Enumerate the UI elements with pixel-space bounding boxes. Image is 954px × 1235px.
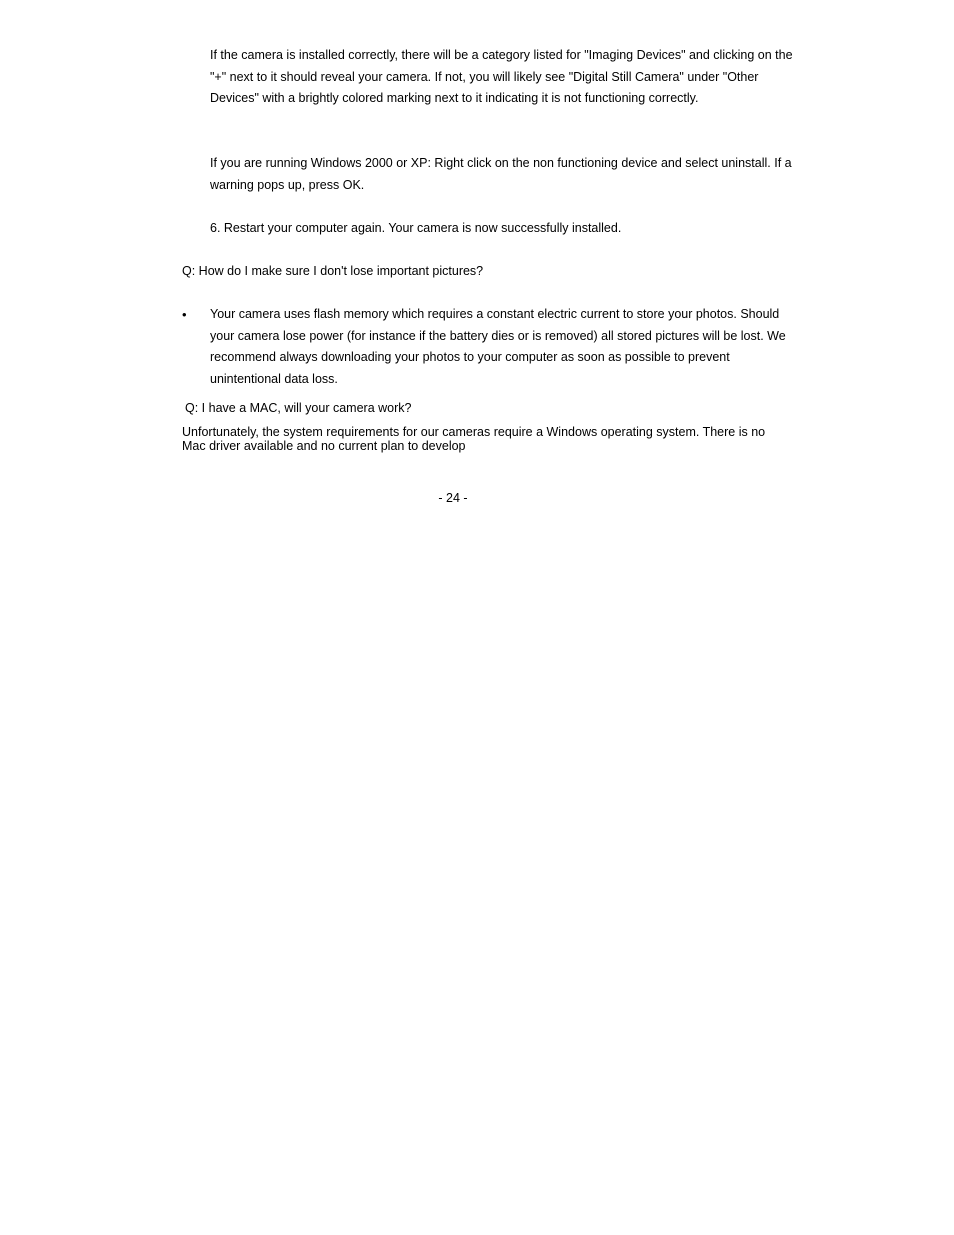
answer-lose-pictures: Your camera uses flash memory which requires a constant electric current to store your photos. Should your camera lose power (for instance if the battery dies or is removed) all stored pictures will be lost. We recommend always downloading your photos to your computer as soon as possible to prevent unintentional data loss.: [210, 307, 786, 387]
answer-mac: Unfortunately, the system requirements for our cameras require a Windows operating system. There is no Mac driver available and no current plan to develop: [182, 425, 766, 453]
question-lose-pictures: Q: How do I make sure I don't lose important pictures?: [182, 264, 484, 278]
paragraph-step-6: 6. Restart your computer again. Your camera is now successfully installed.: [210, 221, 622, 235]
paragraph-windows-uninstall: If you are running Windows 2000 or XP: Right click on the non functioning device and select uninstall. If a warning pops up, press OK.: [210, 156, 792, 192]
page-number: - 24 -: [438, 491, 468, 505]
question-mac: Q: I have a MAC, will your camera work?: [185, 401, 412, 415]
paragraph-imaging-devices: If the camera is installed correctly, there will be a category listed for "Imaging Devices" and clicking on the "+" next to it should reveal your camera. If not, you will likely see "Digital Still Camera" under "Other Devices" with a brightly colored marking next to it indicating it is not functioning correctly.: [210, 48, 793, 106]
bullet-marker: •: [182, 307, 187, 322]
